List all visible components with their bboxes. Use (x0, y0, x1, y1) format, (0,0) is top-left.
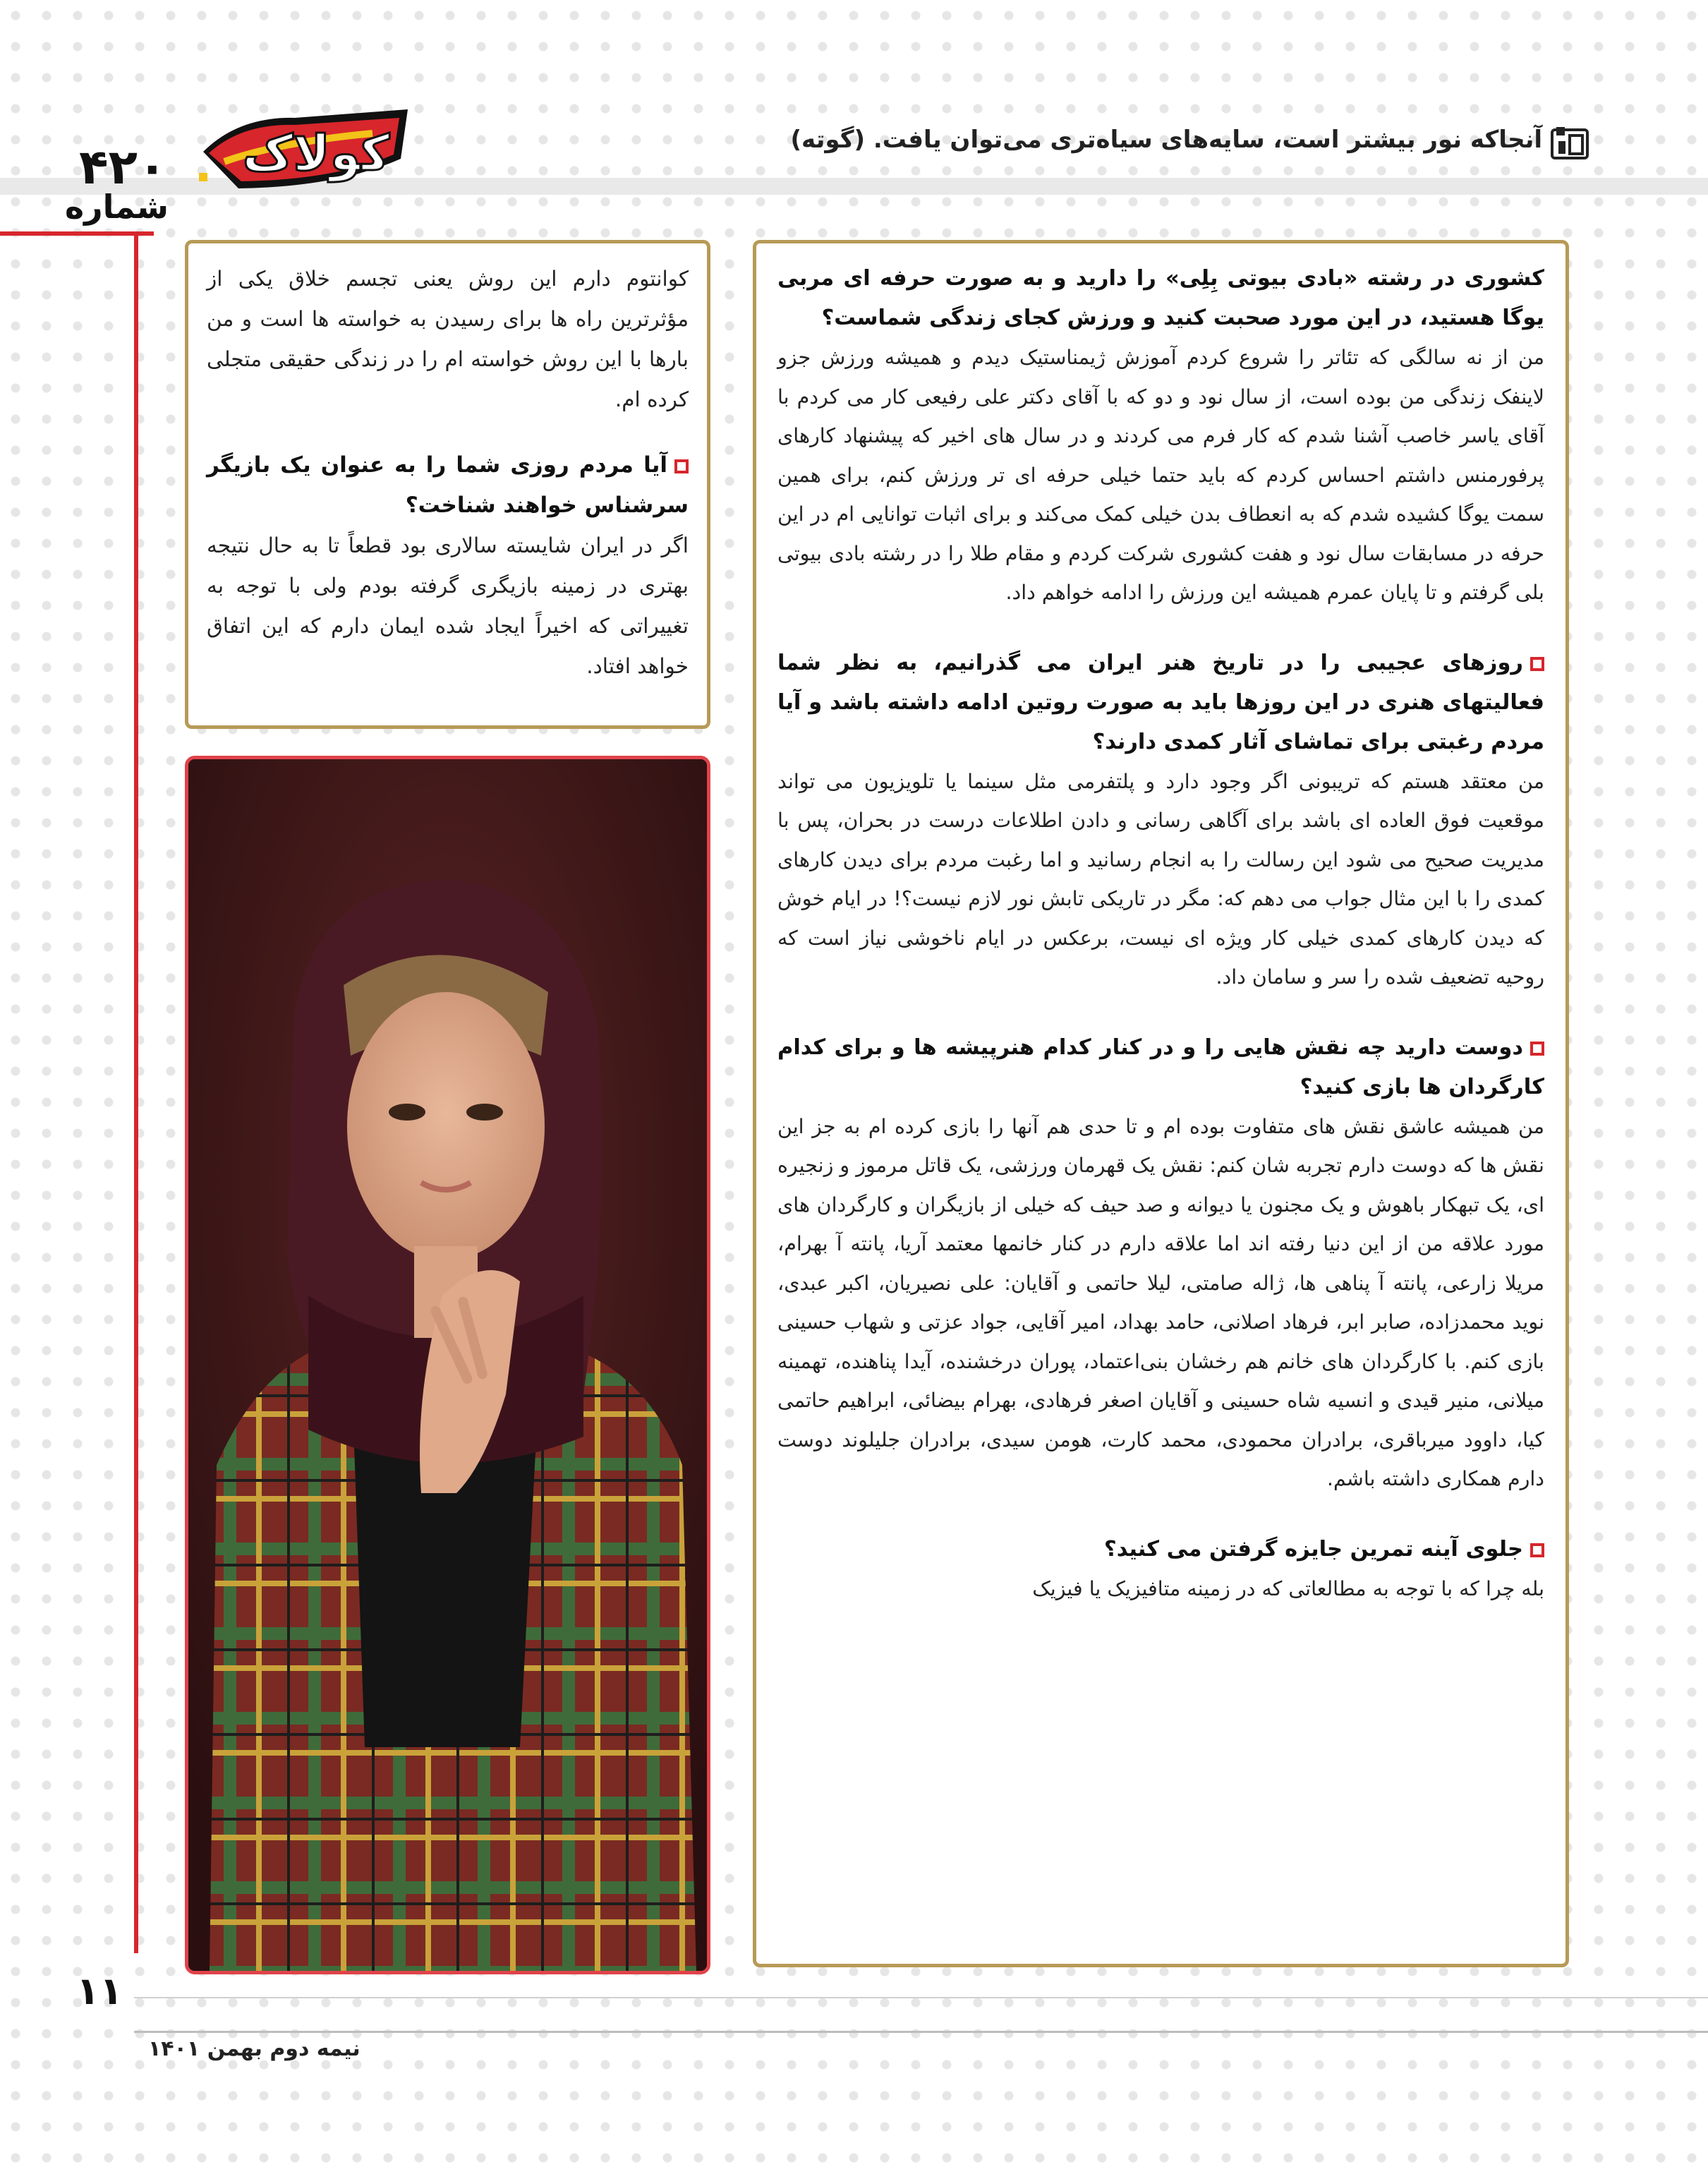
question-marker-icon (1530, 1543, 1544, 1557)
interview-main-column (753, 240, 1569, 1967)
page-number: ۱۱ (76, 1969, 123, 2013)
quote-icon (1550, 126, 1589, 161)
question-3-text: دوست دارید چه نقش هایی را و در کنار کدام هنرپیشه ها و برای کدام کارگردان ها بازی کنید؟ (777, 1034, 1544, 1099)
magazine-logo[interactable] (196, 102, 415, 201)
question-1: کشوری در رشته «بادی بیوتی بِلِی» را دارید و به صورت حرفه ای مربی یوگا هستید، در این مورد صحبت کنید و ورزش کجای زندگی شماست؟ (777, 266, 1544, 330)
question-marker-icon (1530, 1042, 1544, 1056)
answer-3: من همیشه عاشق نقش های متفاوت بوده ام و تا حدی هم آنها را بازی کرده ام به جز این نقش ها که دوست دارم تجربه شان کنم: نقش یک قهرمان ورزشی، یک قاتل مرموز و زنجیره ای، یک تبهکار باهوش و یک مجنون یا دیوانه و صد حیف که خیلی از بازیگران و کارگردان های مورد علاقه من از این دنیا رفته اند اما علاقه دارم در کنار خانمها معتمد آریا، پانته آ بهرام، مریلا زارعی، پانته آ پناهی ها، ژاله صامتی، لیلا حاتمی و آقایان: علی نصیریان، اکبر عبدی، نوید محمدزاده، صابر ابر، فرهاد اصلانی، حامد بهداد، امیر آقایی، جواد عزتی و شهاب حسینی بازی کنم. با کارگردان های خانم هم رخشان بنی‌اعتماد، پوران درخشنده، آیدا پناهنده، تهمینه میلانی، منیر قیدی و انسیه شاه حسینی و آقایان اصغر فرهادی، بهرام بیضائی، ابراهیم حاتمی کیا، داوود میرباقری، برادران محمودی، محمد کارت، هومن سیدی، برادران جلیلوند دوست دارم همکاری داشته باشم. (777, 1114, 1544, 1490)
svg-text:کولاک: کولاک (242, 124, 390, 182)
issue-label: شماره (65, 188, 169, 226)
left-accent-rule (0, 231, 154, 236)
answer-4: بله چرا که با توجه به مطالعاتی که در زمینه متافیزیک یا فیزیک (1032, 1576, 1544, 1600)
question-marker-icon (674, 459, 689, 473)
question-3 (777, 1028, 1544, 1107)
question-5-text: آیا مردم روزی شما را به عنوان یک بازیگر سرشناس خواهند شناخت؟ (207, 452, 689, 518)
header-quote: آنجاکه نور بیشتر است، سایه‌های سیاه‌تری می‌توان یافت. (گوته) (790, 126, 1542, 154)
portrait-photo (185, 756, 710, 1974)
question-4-text: جلوی آینه تمرین جایزه گرفتن می کنید؟ (1104, 1536, 1523, 1562)
question-marker-icon (1530, 657, 1544, 671)
footer-divider (134, 1997, 1708, 1998)
answer-4-continued: کوانتوم دارم این روش یعنی تجسم خلاق یکی از مؤثرترین راه ها برای رسیدن به خواسته ها است و من بارها با این روش خواسته ام را در زندگی حقیقی متجلی کرده ام. (207, 267, 689, 411)
answer-5: اگر در ایران شایسته سالاری بود قطعاً تا به حال نتیجه بهتری در زمینه بازیگری گرفته بودم ولی با توجه به تغییراتی که اخیراً ایجاد شده ایمان دارم که این اتفاق خواهد افتاد. (207, 533, 689, 678)
question-2 (777, 644, 1544, 762)
left-vertical-rule (134, 231, 138, 1953)
question-5 (207, 445, 689, 526)
answer-2: من معتقد هستم که تریبونی اگر وجود دارد و پلتفرمی مثل سینما یا تلویزیون می تواند موقعیت فوق العاده ای باشد برای آگاهی رسانی و دادن اطلاعات درست در بحران، پس با مدیریت صحیح می شود این رسالت را به انجام رسانید و اما رغبت مردم برای دیدن کارهای کمدی را با این مثال جواب می دهم که: مگر در تاریکی تابش نور لازم نیست؟! در ایام خوش که دیدن کارهای کمدی خیلی کار ویژه ای نیست، برعکس در ایام ناخوشی نیاز است که روحیه تضعیف شده را سر و سامان داد. (777, 769, 1544, 989)
question-2-text: روزهای عجیبی را در تاریخ هنر ایران می گذرانیم، به نظر شما فعالیتهای هنری در این روزها باید به صورت روتین ادامه داشته باشد و آیا مردم رغبتی برای تماشای آثار کمدی دارند؟ (777, 650, 1544, 754)
interview-side-column (185, 240, 710, 729)
footer-divider (134, 2031, 1708, 2033)
issue-number: ۴۲۰ (79, 140, 167, 195)
question-4 (777, 1530, 1544, 1569)
answer-1: من از نه سالگی که تئاتر را شروع کردم آموزش ژیمناستیک دیدم و همیشه ورزش جزو لاینفک زندگی من بوده است، از سال نود و دو که با آقای دکتر علی رفیعی کار می کردم با آقای یاسر خاصب آشنا شدم که کار فرم می کردند و در سال های اخیر که پیشنهاد کارهای پرفورمنس داشتم احساس کردم که باید حتما خیلی حرفه ای تر ورزش کنم، برای همین سمت یوگا کشیده شدم که به انعطاف بدن خیلی کمک می‌کند و برای اثبات توانایی ام در این حرفه در مسابقات سال نود و هفت کشوری شرکت کردم و مقام طلا را در رشته بادی بیوتی بلی گرفتم و تا پایان عمرم همیشه این ورزش را ادامه خواهم داد. (777, 346, 1544, 604)
issue-date: نیمه دوم بهمن ۱۴۰۱ (148, 2036, 361, 2061)
